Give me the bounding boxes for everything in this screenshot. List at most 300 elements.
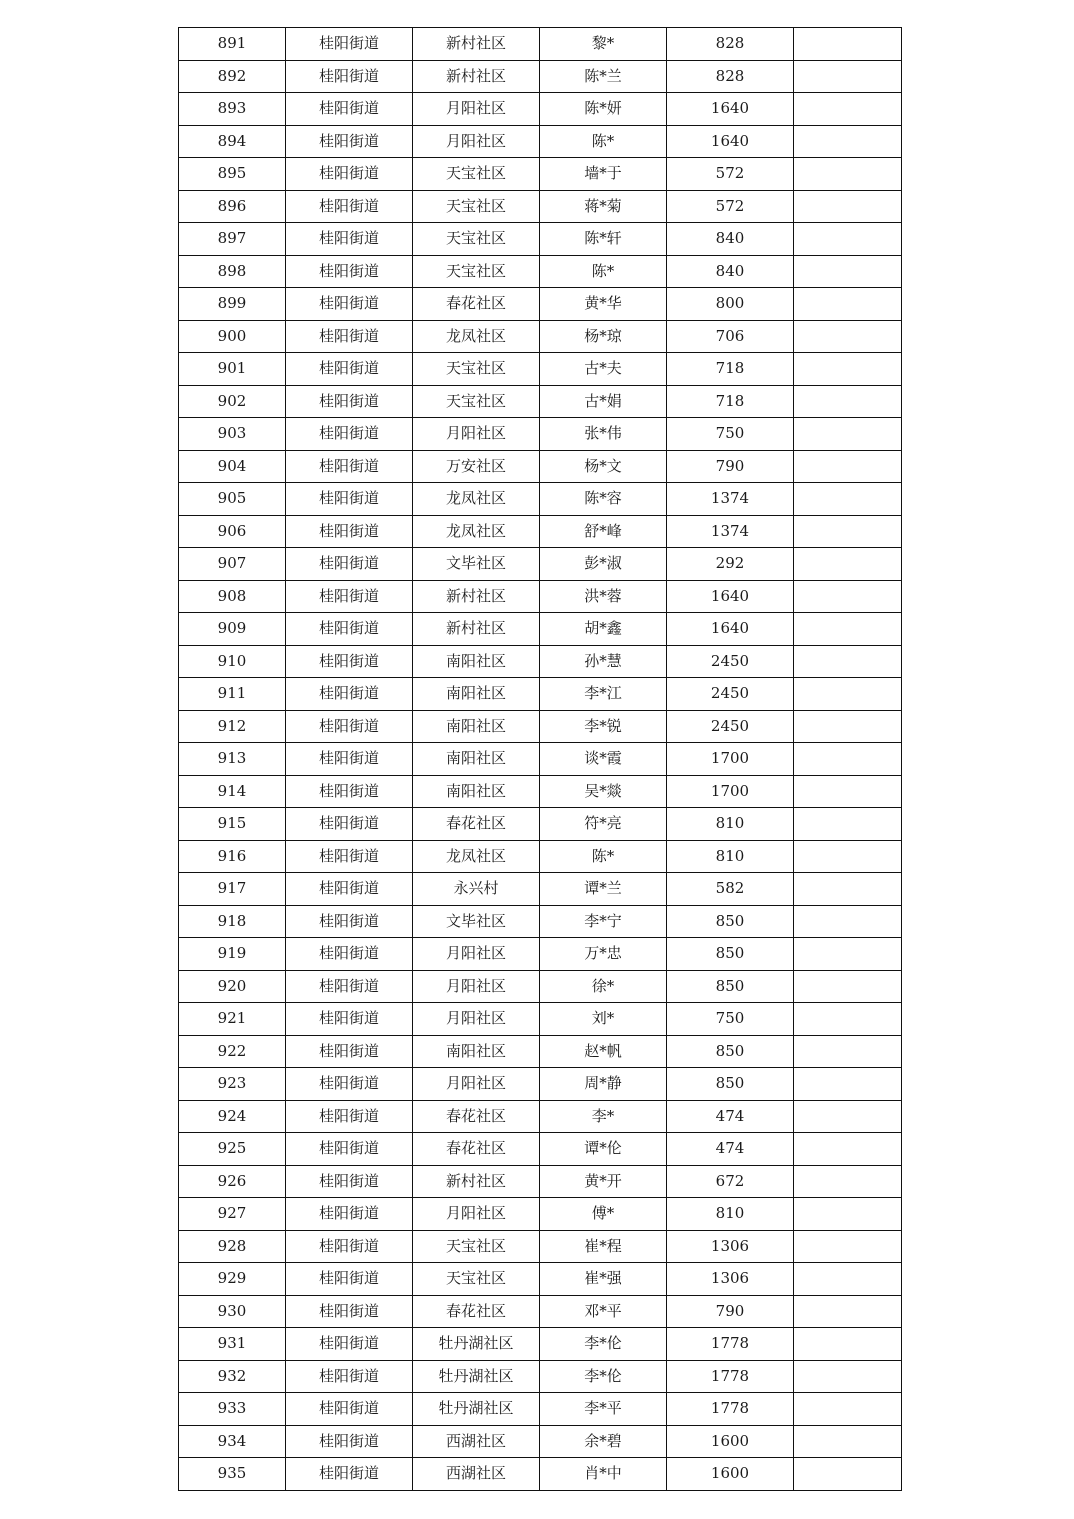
table-row <box>179 288 902 321</box>
street-cell: 桂阳街道 <box>286 28 413 61</box>
remark-cell <box>794 353 902 386</box>
amount-cell: 828 <box>667 60 794 93</box>
row-number-cell: 901 <box>179 353 286 386</box>
row-number-cell: 896 <box>179 190 286 223</box>
amount-cell: 1700 <box>667 775 794 808</box>
person-name-cell: 周*静 <box>540 1068 667 1101</box>
community-cell: 龙凤社区 <box>413 320 540 353</box>
community-cell: 月阳社区 <box>413 1068 540 1101</box>
person-name-cell: 张*伟 <box>540 418 667 451</box>
amount-cell: 718 <box>667 353 794 386</box>
table-row <box>179 678 902 711</box>
remark-cell <box>794 385 902 418</box>
table-row <box>179 93 902 126</box>
amount-cell: 1374 <box>667 515 794 548</box>
amount-cell: 840 <box>667 223 794 256</box>
row-number-cell: 912 <box>179 710 286 743</box>
community-cell: 南阳社区 <box>413 678 540 711</box>
person-name-cell: 舒*峰 <box>540 515 667 548</box>
table-row <box>179 1003 902 1036</box>
community-cell: 月阳社区 <box>413 1198 540 1231</box>
amount-cell: 1600 <box>667 1425 794 1458</box>
roster-table <box>178 27 902 1491</box>
amount-cell: 1640 <box>667 93 794 126</box>
row-number-cell: 897 <box>179 223 286 256</box>
amount-cell: 2450 <box>667 645 794 678</box>
street-cell: 桂阳街道 <box>286 873 413 906</box>
table-row <box>179 580 902 613</box>
table-row <box>179 255 902 288</box>
row-number-cell: 913 <box>179 743 286 776</box>
person-name-cell: 吴*燚 <box>540 775 667 808</box>
remark-cell <box>794 28 902 61</box>
amount-cell: 1374 <box>667 483 794 516</box>
street-cell: 桂阳街道 <box>286 1230 413 1263</box>
community-cell: 龙凤社区 <box>413 840 540 873</box>
row-number-cell: 921 <box>179 1003 286 1036</box>
remark-cell <box>794 418 902 451</box>
amount-cell: 850 <box>667 905 794 938</box>
community-cell: 天宝社区 <box>413 255 540 288</box>
amount-cell: 750 <box>667 1003 794 1036</box>
remark-cell <box>794 60 902 93</box>
amount-cell: 1778 <box>667 1360 794 1393</box>
remark-cell <box>794 548 902 581</box>
table-row <box>179 1393 902 1426</box>
person-name-cell: 杨*琼 <box>540 320 667 353</box>
remark-cell <box>794 1458 902 1491</box>
community-cell: 天宝社区 <box>413 190 540 223</box>
table-row <box>179 418 902 451</box>
amount-cell: 750 <box>667 418 794 451</box>
row-number-cell: 934 <box>179 1425 286 1458</box>
street-cell: 桂阳街道 <box>286 645 413 678</box>
community-cell: 南阳社区 <box>413 743 540 776</box>
community-cell: 天宝社区 <box>413 158 540 191</box>
person-name-cell: 刘* <box>540 1003 667 1036</box>
street-cell: 桂阳街道 <box>286 158 413 191</box>
remark-cell <box>794 873 902 906</box>
table-row <box>179 125 902 158</box>
community-cell: 牡丹湖社区 <box>413 1328 540 1361</box>
table-row <box>179 938 902 971</box>
remark-cell <box>794 775 902 808</box>
amount-cell: 810 <box>667 808 794 841</box>
row-number-cell: 930 <box>179 1295 286 1328</box>
row-number-cell: 933 <box>179 1393 286 1426</box>
table-row <box>179 385 902 418</box>
remark-cell <box>794 125 902 158</box>
row-number-cell: 916 <box>179 840 286 873</box>
remark-cell <box>794 1295 902 1328</box>
street-cell: 桂阳街道 <box>286 970 413 1003</box>
table-row <box>179 158 902 191</box>
street-cell: 桂阳街道 <box>286 1458 413 1491</box>
remark-cell <box>794 1198 902 1231</box>
street-cell: 桂阳街道 <box>286 1068 413 1101</box>
community-cell: 月阳社区 <box>413 1003 540 1036</box>
community-cell: 天宝社区 <box>413 385 540 418</box>
street-cell: 桂阳街道 <box>286 93 413 126</box>
amount-cell: 810 <box>667 840 794 873</box>
person-name-cell: 崔*程 <box>540 1230 667 1263</box>
remark-cell <box>794 613 902 646</box>
community-cell: 月阳社区 <box>413 938 540 971</box>
street-cell: 桂阳街道 <box>286 255 413 288</box>
table-row <box>179 873 902 906</box>
community-cell: 春花社区 <box>413 288 540 321</box>
street-cell: 桂阳街道 <box>286 1198 413 1231</box>
amount-cell: 1600 <box>667 1458 794 1491</box>
community-cell: 月阳社区 <box>413 93 540 126</box>
street-cell: 桂阳街道 <box>286 1035 413 1068</box>
street-cell: 桂阳街道 <box>286 905 413 938</box>
table-row <box>179 60 902 93</box>
row-number-cell: 925 <box>179 1133 286 1166</box>
table-row <box>179 28 902 61</box>
table-row <box>179 1198 902 1231</box>
amount-cell: 2450 <box>667 678 794 711</box>
person-name-cell: 陈*轩 <box>540 223 667 256</box>
street-cell: 桂阳街道 <box>286 775 413 808</box>
amount-cell: 474 <box>667 1133 794 1166</box>
remark-cell <box>794 320 902 353</box>
table-row <box>179 353 902 386</box>
remark-cell <box>794 1035 902 1068</box>
remark-cell <box>794 190 902 223</box>
community-cell: 春花社区 <box>413 808 540 841</box>
table-row <box>179 1165 902 1198</box>
street-cell: 桂阳街道 <box>286 580 413 613</box>
table-row <box>179 840 902 873</box>
person-name-cell: 万*忠 <box>540 938 667 971</box>
person-name-cell: 彭*淑 <box>540 548 667 581</box>
community-cell: 天宝社区 <box>413 353 540 386</box>
street-cell: 桂阳街道 <box>286 320 413 353</box>
table-row <box>179 1100 902 1133</box>
table-row <box>179 710 902 743</box>
row-number-cell: 905 <box>179 483 286 516</box>
community-cell: 南阳社区 <box>413 775 540 808</box>
remark-cell <box>794 1230 902 1263</box>
community-cell: 新村社区 <box>413 28 540 61</box>
table-row <box>179 1295 902 1328</box>
person-name-cell: 陈*妍 <box>540 93 667 126</box>
remark-cell <box>794 938 902 971</box>
row-number-cell: 895 <box>179 158 286 191</box>
amount-cell: 1700 <box>667 743 794 776</box>
person-name-cell: 黄*华 <box>540 288 667 321</box>
roster-table-body <box>179 28 902 1491</box>
street-cell: 桂阳街道 <box>286 1360 413 1393</box>
person-name-cell: 李*伦 <box>540 1360 667 1393</box>
street-cell: 桂阳街道 <box>286 1393 413 1426</box>
row-number-cell: 922 <box>179 1035 286 1068</box>
street-cell: 桂阳街道 <box>286 710 413 743</box>
remark-cell <box>794 743 902 776</box>
row-number-cell: 894 <box>179 125 286 158</box>
person-name-cell: 徐* <box>540 970 667 1003</box>
table-row <box>179 1133 902 1166</box>
row-number-cell: 918 <box>179 905 286 938</box>
person-name-cell: 邓*平 <box>540 1295 667 1328</box>
table-row <box>179 905 902 938</box>
person-name-cell: 李*平 <box>540 1393 667 1426</box>
row-number-cell: 893 <box>179 93 286 126</box>
community-cell: 牡丹湖社区 <box>413 1360 540 1393</box>
row-number-cell: 911 <box>179 678 286 711</box>
street-cell: 桂阳街道 <box>286 223 413 256</box>
community-cell: 天宝社区 <box>413 223 540 256</box>
community-cell: 南阳社区 <box>413 1035 540 1068</box>
person-name-cell: 胡*鑫 <box>540 613 667 646</box>
remark-cell <box>794 840 902 873</box>
street-cell: 桂阳街道 <box>286 353 413 386</box>
street-cell: 桂阳街道 <box>286 418 413 451</box>
person-name-cell: 李*伦 <box>540 1328 667 1361</box>
row-number-cell: 915 <box>179 808 286 841</box>
table-row <box>179 1328 902 1361</box>
street-cell: 桂阳街道 <box>286 288 413 321</box>
person-name-cell: 谭*兰 <box>540 873 667 906</box>
remark-cell <box>794 1068 902 1101</box>
person-name-cell: 蒋*菊 <box>540 190 667 223</box>
amount-cell: 850 <box>667 970 794 1003</box>
row-number-cell: 909 <box>179 613 286 646</box>
community-cell: 牡丹湖社区 <box>413 1393 540 1426</box>
community-cell: 春花社区 <box>413 1100 540 1133</box>
row-number-cell: 899 <box>179 288 286 321</box>
table-row <box>179 970 902 1003</box>
street-cell: 桂阳街道 <box>286 385 413 418</box>
amount-cell: 800 <box>667 288 794 321</box>
row-number-cell: 917 <box>179 873 286 906</box>
community-cell: 月阳社区 <box>413 970 540 1003</box>
amount-cell: 706 <box>667 320 794 353</box>
community-cell: 新村社区 <box>413 1165 540 1198</box>
amount-cell: 572 <box>667 190 794 223</box>
row-number-cell: 904 <box>179 450 286 483</box>
community-cell: 龙凤社区 <box>413 515 540 548</box>
table-row <box>179 1068 902 1101</box>
amount-cell: 828 <box>667 28 794 61</box>
street-cell: 桂阳街道 <box>286 1165 413 1198</box>
remark-cell <box>794 288 902 321</box>
amount-cell: 1778 <box>667 1328 794 1361</box>
amount-cell: 840 <box>667 255 794 288</box>
table-row <box>179 775 902 808</box>
table-row <box>179 808 902 841</box>
table-row <box>179 515 902 548</box>
street-cell: 桂阳街道 <box>286 1133 413 1166</box>
community-cell: 文毕社区 <box>413 548 540 581</box>
person-name-cell: 陈*兰 <box>540 60 667 93</box>
row-number-cell: 906 <box>179 515 286 548</box>
row-number-cell: 892 <box>179 60 286 93</box>
community-cell: 新村社区 <box>413 613 540 646</box>
amount-cell: 1640 <box>667 613 794 646</box>
person-name-cell: 古*夫 <box>540 353 667 386</box>
table-row <box>179 223 902 256</box>
community-cell: 龙凤社区 <box>413 483 540 516</box>
remark-cell <box>794 1425 902 1458</box>
person-name-cell: 傅* <box>540 1198 667 1231</box>
amount-cell: 2450 <box>667 710 794 743</box>
row-number-cell: 914 <box>179 775 286 808</box>
street-cell: 桂阳街道 <box>286 1100 413 1133</box>
street-cell: 桂阳街道 <box>286 60 413 93</box>
person-name-cell: 李* <box>540 1100 667 1133</box>
person-name-cell: 谈*霞 <box>540 743 667 776</box>
person-name-cell: 陈*容 <box>540 483 667 516</box>
community-cell: 新村社区 <box>413 580 540 613</box>
amount-cell: 718 <box>667 385 794 418</box>
table-row <box>179 743 902 776</box>
table-row <box>179 1425 902 1458</box>
row-number-cell: 928 <box>179 1230 286 1263</box>
row-number-cell: 929 <box>179 1263 286 1296</box>
amount-cell: 582 <box>667 873 794 906</box>
street-cell: 桂阳街道 <box>286 1328 413 1361</box>
person-name-cell: 墙*于 <box>540 158 667 191</box>
amount-cell: 1640 <box>667 125 794 158</box>
table-row <box>179 320 902 353</box>
row-number-cell: 902 <box>179 385 286 418</box>
amount-cell: 850 <box>667 938 794 971</box>
street-cell: 桂阳街道 <box>286 678 413 711</box>
street-cell: 桂阳街道 <box>286 125 413 158</box>
amount-cell: 810 <box>667 1198 794 1231</box>
table-row <box>179 1263 902 1296</box>
person-name-cell: 符*亮 <box>540 808 667 841</box>
row-number-cell: 891 <box>179 28 286 61</box>
remark-cell <box>794 678 902 711</box>
street-cell: 桂阳街道 <box>286 743 413 776</box>
remark-cell <box>794 93 902 126</box>
community-cell: 月阳社区 <box>413 418 540 451</box>
row-number-cell: 926 <box>179 1165 286 1198</box>
amount-cell: 572 <box>667 158 794 191</box>
person-name-cell: 余*碧 <box>540 1425 667 1458</box>
community-cell: 西湖社区 <box>413 1458 540 1491</box>
remark-cell <box>794 255 902 288</box>
community-cell: 天宝社区 <box>413 1230 540 1263</box>
table-row <box>179 1035 902 1068</box>
remark-cell <box>794 1165 902 1198</box>
person-name-cell: 孙*慧 <box>540 645 667 678</box>
remark-cell <box>794 1133 902 1166</box>
row-number-cell: 932 <box>179 1360 286 1393</box>
table-row <box>179 548 902 581</box>
person-name-cell: 李*江 <box>540 678 667 711</box>
amount-cell: 790 <box>667 450 794 483</box>
community-cell: 新村社区 <box>413 60 540 93</box>
person-name-cell: 陈* <box>540 125 667 158</box>
remark-cell <box>794 645 902 678</box>
remark-cell <box>794 450 902 483</box>
street-cell: 桂阳街道 <box>286 515 413 548</box>
remark-cell <box>794 1393 902 1426</box>
person-name-cell: 陈* <box>540 840 667 873</box>
remark-cell <box>794 1100 902 1133</box>
community-cell: 万安社区 <box>413 450 540 483</box>
community-cell: 天宝社区 <box>413 1263 540 1296</box>
community-cell: 南阳社区 <box>413 710 540 743</box>
row-number-cell: 923 <box>179 1068 286 1101</box>
amount-cell: 1306 <box>667 1230 794 1263</box>
street-cell: 桂阳街道 <box>286 840 413 873</box>
amount-cell: 292 <box>667 548 794 581</box>
row-number-cell: 907 <box>179 548 286 581</box>
row-number-cell: 919 <box>179 938 286 971</box>
amount-cell: 790 <box>667 1295 794 1328</box>
remark-cell <box>794 483 902 516</box>
person-name-cell: 赵*帆 <box>540 1035 667 1068</box>
table-row <box>179 190 902 223</box>
amount-cell: 850 <box>667 1035 794 1068</box>
row-number-cell: 903 <box>179 418 286 451</box>
remark-cell <box>794 515 902 548</box>
row-number-cell: 908 <box>179 580 286 613</box>
table-row <box>179 1230 902 1263</box>
street-cell: 桂阳街道 <box>286 613 413 646</box>
street-cell: 桂阳街道 <box>286 1425 413 1458</box>
community-cell: 南阳社区 <box>413 645 540 678</box>
remark-cell <box>794 808 902 841</box>
table-row <box>179 1458 902 1491</box>
street-cell: 桂阳街道 <box>286 938 413 971</box>
street-cell: 桂阳街道 <box>286 1263 413 1296</box>
amount-cell: 1306 <box>667 1263 794 1296</box>
amount-cell: 1640 <box>667 580 794 613</box>
table-row <box>179 645 902 678</box>
community-cell: 春花社区 <box>413 1295 540 1328</box>
person-name-cell: 古*娟 <box>540 385 667 418</box>
street-cell: 桂阳街道 <box>286 808 413 841</box>
person-name-cell: 黎* <box>540 28 667 61</box>
amount-cell: 1778 <box>667 1393 794 1426</box>
person-name-cell: 李*宁 <box>540 905 667 938</box>
street-cell: 桂阳街道 <box>286 450 413 483</box>
remark-cell <box>794 1328 902 1361</box>
remark-cell <box>794 710 902 743</box>
remark-cell <box>794 970 902 1003</box>
row-number-cell: 927 <box>179 1198 286 1231</box>
community-cell: 永兴村 <box>413 873 540 906</box>
person-name-cell: 李*锐 <box>540 710 667 743</box>
community-cell: 西湖社区 <box>413 1425 540 1458</box>
amount-cell: 850 <box>667 1068 794 1101</box>
remark-cell <box>794 158 902 191</box>
remark-cell <box>794 1003 902 1036</box>
street-cell: 桂阳街道 <box>286 548 413 581</box>
remark-cell <box>794 223 902 256</box>
row-number-cell: 924 <box>179 1100 286 1133</box>
community-cell: 月阳社区 <box>413 125 540 158</box>
table-row <box>179 1360 902 1393</box>
person-name-cell: 肖*中 <box>540 1458 667 1491</box>
street-cell: 桂阳街道 <box>286 1295 413 1328</box>
amount-cell: 672 <box>667 1165 794 1198</box>
table-row <box>179 483 902 516</box>
table-row <box>179 613 902 646</box>
table-row <box>179 450 902 483</box>
person-name-cell: 洪*蓉 <box>540 580 667 613</box>
row-number-cell: 920 <box>179 970 286 1003</box>
row-number-cell: 910 <box>179 645 286 678</box>
person-name-cell: 谭*伦 <box>540 1133 667 1166</box>
row-number-cell: 935 <box>179 1458 286 1491</box>
